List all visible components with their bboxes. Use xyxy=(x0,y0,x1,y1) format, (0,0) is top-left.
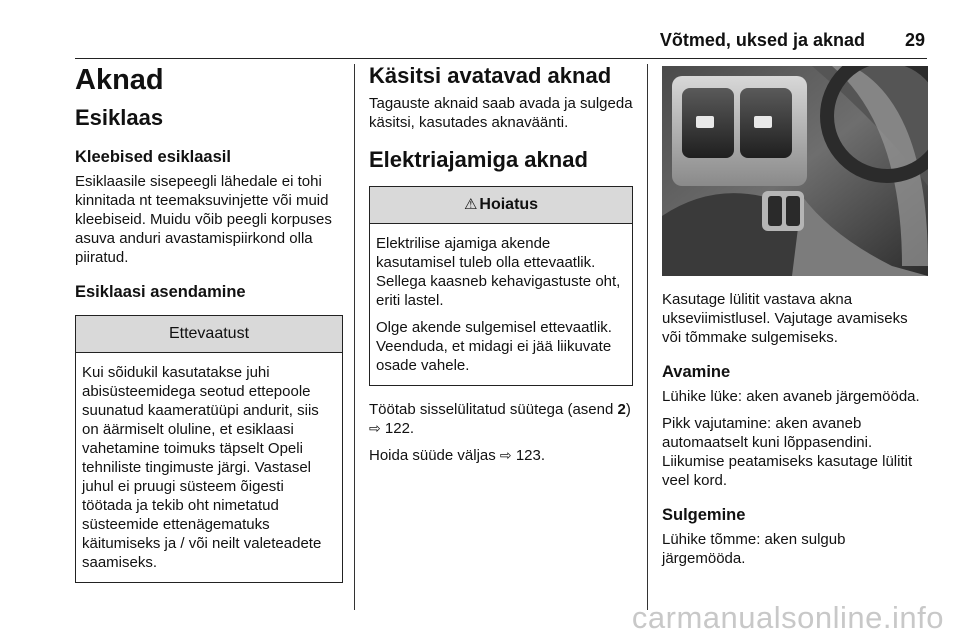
column-divider xyxy=(647,64,648,610)
heading-closing: Sulgemine xyxy=(662,506,746,524)
warning-title: Hoiatus xyxy=(479,196,539,213)
keep-prefix: Hoida süüde väljas xyxy=(369,447,500,464)
page-number: 29 xyxy=(904,30,925,50)
keep-ignition-text xyxy=(369,446,633,465)
heading-replacement: Esiklaasi asendamine xyxy=(75,283,246,301)
watermark: carmanualsonline.info xyxy=(631,600,944,635)
switch-usage-text: Kasutage lülitit vastava akna ukseviimistlusel. Vajutage avamiseks või tõmmake sulgemiseks. xyxy=(662,291,908,346)
caution-body xyxy=(76,353,342,582)
stickers-text: Esiklaasile sisepeegli lähedale ei tohi kinnitada nt teemaksuvinjette või muid kleebiseid. Muidu võib peegli korpuses asuva anduri avastamispiirkond olla piiratud. xyxy=(75,173,332,266)
ignition-page-ref[interactable]: 122. xyxy=(384,420,415,437)
window-switch-photo xyxy=(662,66,928,276)
ignition-position: 2 xyxy=(617,401,626,418)
warning-text-1: Elektrilise ajamiga akende kasutamisel tuleb olla ettevaatlik. Sellega kaasneb kehavigastuste oht, eriti lastel. xyxy=(376,235,621,309)
heading-windscreen: Esiklaas xyxy=(75,105,164,130)
column-middle xyxy=(369,62,633,465)
heading-manual-windows: Käsitsi avatavad aknad xyxy=(369,63,612,88)
warning-body xyxy=(370,224,632,385)
closing-short-text: Lühike tõmme: aken sulgub järgemööda. xyxy=(662,531,846,567)
keep-page-ref[interactable]: 123. xyxy=(515,447,546,464)
column-right xyxy=(662,62,928,568)
warning-box xyxy=(369,186,633,386)
heading-windows: Aknad xyxy=(75,64,164,96)
page-header xyxy=(75,24,927,59)
heading-stickers: Kleebised esiklaasil xyxy=(75,148,231,166)
caution-box xyxy=(75,315,343,583)
column-left xyxy=(75,62,343,583)
caution-title: Ettevaatust xyxy=(76,316,342,353)
ignition-suffix: ) xyxy=(625,401,631,418)
warning-text-2: Olge akende sulgemisel ettevaatlik. Veenduda, et midagi ei jää liikuvate osade vahele. xyxy=(376,319,612,374)
heading-power-windows: Elektriajamiga aknad xyxy=(369,147,588,172)
page-ref-arrow-icon: ⇨ xyxy=(369,420,381,436)
opening-short-text: Lühike lüke: aken avaneb järgemööda. xyxy=(662,388,920,405)
manual-windows-text: Tagauste aknaid saab avada ja sulgeda käsitsi, kasutades aknaväänti. xyxy=(369,95,633,131)
caution-text: Kui sõidukil kasutatakse juhi abisüsteemidega seotud ettepoole suunatud kaameratüüpi andurit, siis on äärmiselt oluline, et esiklaasi vahetamine toimuks täpselt Opeli tehniliste tingimuste järgi. Vastasel juhul ei pruugi süsteem õigesti töötada ja tekib oht nimetatud süsteemide ettenägematuks käitumiseks ja / või neilt valeteadete saamiseks. xyxy=(82,364,322,571)
warning-triangle-icon: ⚠ xyxy=(463,196,478,213)
ignition-text xyxy=(369,400,633,438)
heading-opening: Avamine xyxy=(662,363,731,381)
opening-long-text: Pikk vajutamine: aken avaneb automaatselt kuni lõppasendini. Liikumise peatamiseks kasutage lülitit veel kord. xyxy=(662,415,913,489)
page-ref-arrow-icon: ⇨ xyxy=(499,447,512,463)
warning-header xyxy=(370,187,632,224)
section-title: Võtmed, uksed ja aknad xyxy=(659,30,865,50)
column-divider xyxy=(354,64,355,610)
ignition-prefix: Töötab sisselülitatud süütega (asend xyxy=(369,401,618,418)
